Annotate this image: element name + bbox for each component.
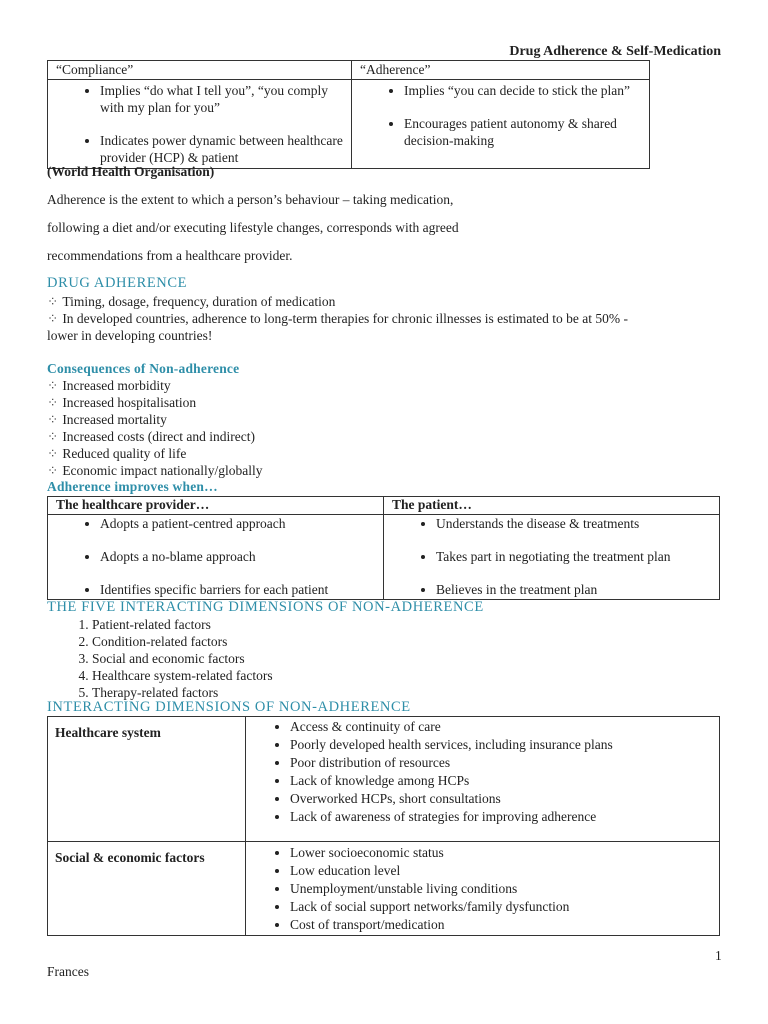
list-item: • Lack of knowledge among HCPs — [290, 772, 719, 790]
list-item: • Lower socioeconomic status — [290, 844, 719, 862]
list-item: • Indicates power dynamic between healthcare provider (HCP) & patient — [100, 132, 351, 166]
list-item: ⁘ Timing, dosage, frequency, duration of medication — [47, 294, 336, 309]
patient-cell — [384, 515, 720, 600]
definition-line-2: following a diet and/or executing lifestyle changes, corresponds with agreed — [47, 220, 459, 235]
document-title: Drug Adherence & Self-Medication — [509, 44, 721, 59]
list-item: • Adopts a patient-centred approach — [100, 515, 383, 532]
five-dimensions-list — [47, 616, 692, 701]
bullet-icon: ⁘ — [47, 446, 59, 461]
list-item: • Poorly developed health services, including insurance plans — [290, 736, 719, 754]
interacting-dimensions-table — [47, 716, 720, 936]
bullet-icon: ⁘ — [47, 463, 59, 478]
list-item: • Lack of awareness of strategies for improving adherence — [290, 808, 719, 826]
list-item: 2. Condition-related factors — [92, 633, 692, 650]
list-item-continued: lower in developing countries! — [47, 328, 213, 343]
definition-line-3: recommendations from a healthcare provider. — [47, 248, 293, 263]
list-item: • Poor distribution of resources — [290, 754, 719, 772]
consequences-heading: Consequences of Non-adherence — [47, 361, 240, 376]
adherence-improves-table — [47, 496, 720, 600]
drug-adherence-list — [47, 293, 727, 344]
list-item: • Cost of transport/medication — [290, 916, 719, 934]
patient-header: The patient… — [384, 497, 720, 515]
consequences-list — [47, 377, 263, 479]
list-item: ⁘ Increased hospitalisation — [47, 395, 197, 410]
list-item: • Implies “do what I tell you”, “you comply with my plan for you” — [100, 82, 351, 116]
page-number: 1 — [715, 948, 722, 963]
list-item: 1. Patient-related factors — [92, 616, 692, 633]
list-item: • Believes in the treatment plan — [436, 581, 719, 598]
list-item: • Identifies specific barriers for each patient — [100, 581, 383, 598]
compliance-header: “Compliance” — [48, 61, 352, 80]
list-item: 4. Healthcare system-related factors — [92, 667, 692, 684]
list-item: • Takes part in negotiating the treatment plan — [436, 548, 719, 565]
list-item: ⁘ Increased mortality — [47, 412, 167, 427]
list-item: • Low education level — [290, 862, 719, 880]
bullet-icon: ⁘ — [47, 294, 59, 309]
list-item: ⁘ Reduced quality of life — [47, 446, 187, 461]
list-item: ⁘ Increased morbidity — [47, 378, 171, 393]
provider-cell — [48, 515, 384, 600]
list-item: 3. Social and economic factors — [92, 650, 692, 667]
adherence-header: “Adherence” — [352, 61, 650, 80]
five-dimensions-heading: THE FIVE INTERACTING DIMENSIONS OF NON-ADHERENCE — [47, 599, 484, 615]
list-item: • Lack of social support networks/family dysfunction — [290, 898, 719, 916]
list-item: • Access & continuity of care — [290, 718, 719, 736]
row-items-cell — [246, 842, 720, 936]
list-item: • Implies “you can decide to stick the plan” — [404, 82, 649, 99]
row-label: Social & economic factors — [48, 842, 246, 936]
bullet-icon: ⁘ — [47, 378, 59, 393]
list-item: ⁘ Economic impact nationally/globally — [47, 463, 263, 478]
bullet-icon: ⁘ — [47, 311, 59, 326]
who-label: (World Health Organisation) — [47, 164, 215, 179]
row-items-cell — [246, 717, 720, 842]
footer-author: Frances — [47, 964, 89, 979]
list-item: • Encourages patient autonomy & shared decision-making — [404, 115, 649, 149]
improves-heading: Adherence improves when… — [47, 479, 218, 494]
bullet-icon: ⁘ — [47, 412, 59, 427]
list-item: • Understands the disease & treatments — [436, 515, 719, 532]
list-item: ⁘ In developed countries, adherence to long-term therapies for chronic illnesses is estimated to be at 50% - — [47, 311, 628, 326]
definition-line-1: Adherence is the extent to which a person’s behaviour – taking medication, — [47, 192, 454, 207]
adherence-cell — [352, 80, 650, 169]
row-label: Healthcare system — [48, 717, 246, 842]
bullet-icon: ⁘ — [47, 429, 59, 444]
provider-header: The healthcare provider… — [48, 497, 384, 515]
list-item: ⁘ Increased costs (direct and indirect) — [47, 429, 255, 444]
list-item: 5. Therapy-related factors — [92, 684, 692, 701]
bullet-icon: ⁘ — [47, 395, 59, 410]
compliance-cell — [48, 80, 352, 169]
interacting-heading: INTERACTING DIMENSIONS OF NON-ADHERENCE — [47, 699, 411, 715]
list-item: • Adopts a no-blame approach — [100, 548, 383, 565]
drug-adherence-heading: DRUG ADHERENCE — [47, 275, 188, 291]
list-item: • Unemployment/unstable living conditions — [290, 880, 719, 898]
compliance-adherence-table — [47, 60, 650, 169]
list-item: • Overworked HCPs, short consultations — [290, 790, 719, 808]
